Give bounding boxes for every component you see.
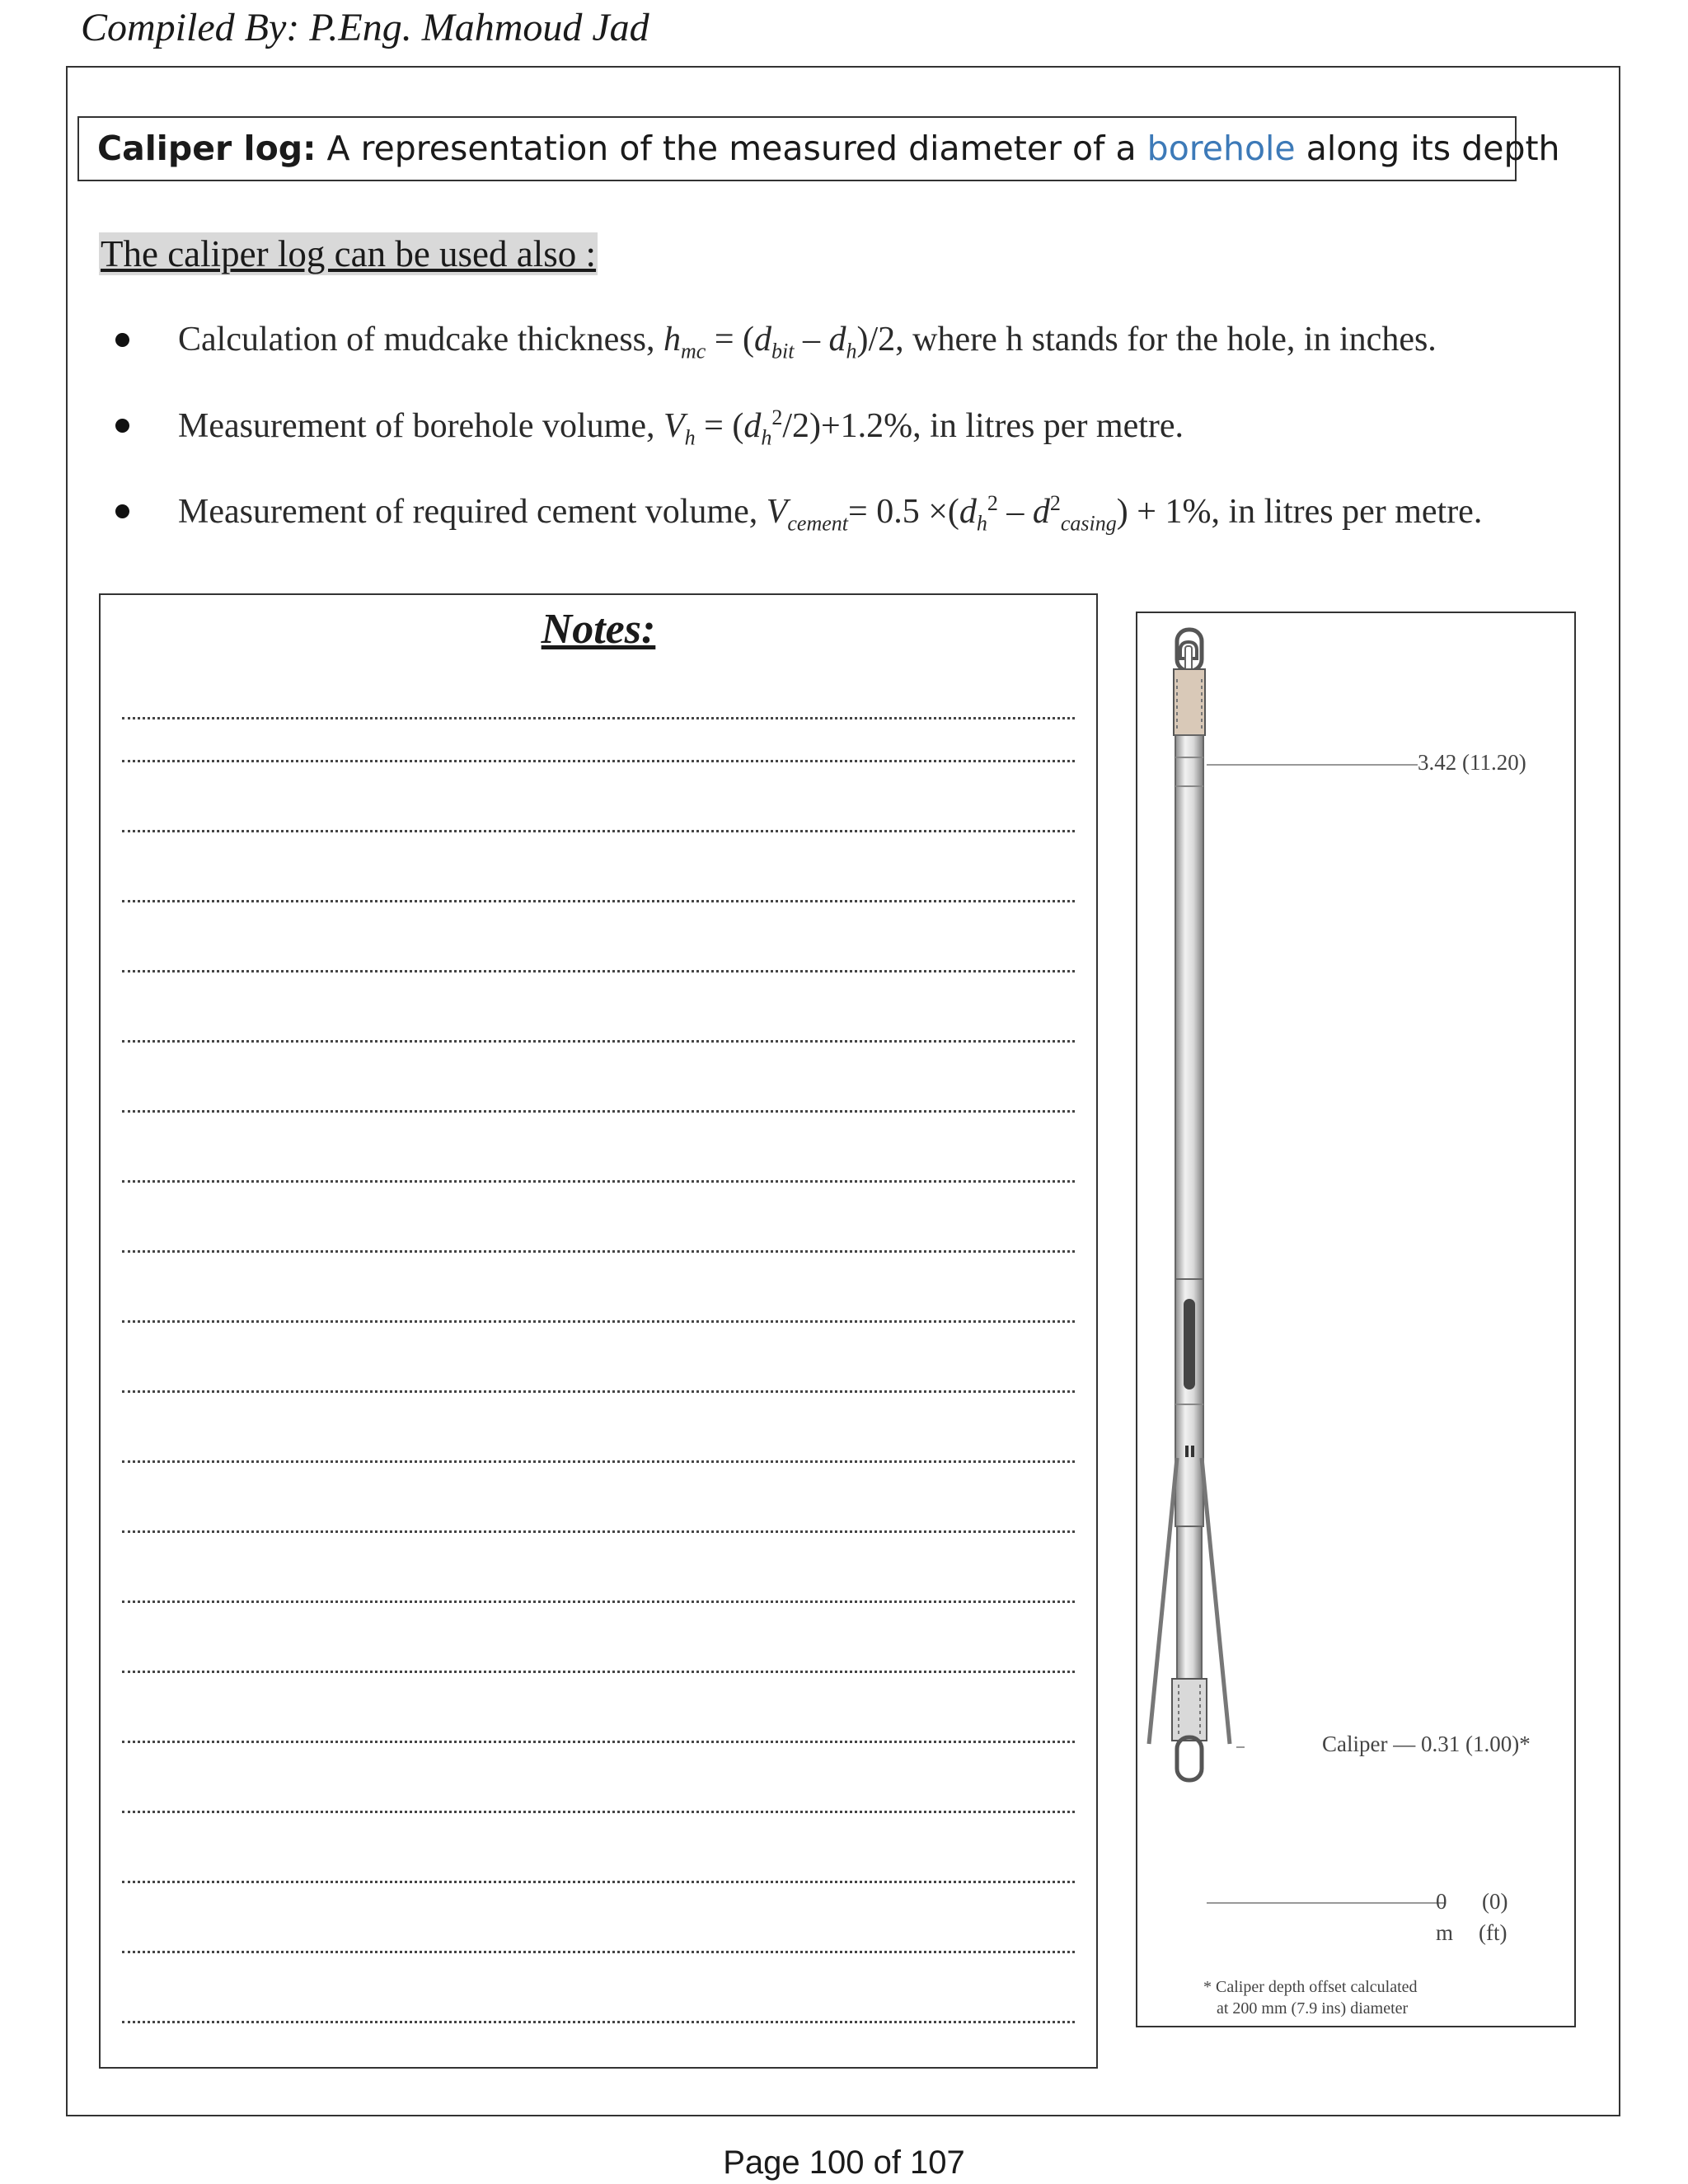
note-line[interactable] (122, 1881, 1075, 1883)
note-line[interactable] (122, 1811, 1075, 1813)
note-line[interactable] (122, 1110, 1075, 1113)
note-line[interactable] (122, 1390, 1075, 1393)
compiled-by-header: Compiled By: P.Eng. Mahmoud Jad (81, 6, 649, 49)
caliper-tool-diagram (1137, 613, 1574, 2026)
bullet-icon (115, 419, 129, 433)
note-line[interactable] (122, 1250, 1075, 1253)
caliper-label: Caliper — 0.31 (1.00)* (1322, 1732, 1531, 1756)
usage-heading: The caliper log can be used also : (101, 233, 597, 274)
note-line[interactable] (122, 970, 1075, 972)
note-line[interactable] (122, 760, 1075, 762)
unit-m-label: m (1436, 1920, 1454, 1945)
note-line[interactable] (122, 1530, 1075, 1533)
note-line[interactable] (122, 1180, 1075, 1183)
note-line[interactable] (122, 717, 1075, 719)
notes-title: Notes: (541, 606, 656, 653)
note-line[interactable] (122, 1040, 1075, 1043)
note-line[interactable] (122, 2021, 1075, 2023)
borehole-link[interactable]: borehole (1146, 129, 1296, 168)
note-line[interactable] (122, 1951, 1075, 1953)
note-line[interactable] (122, 900, 1075, 902)
definition-term: Caliper log: (97, 129, 316, 168)
definition-text-before: A representation of the measured diameter of a (316, 129, 1147, 168)
top-depth-label: 3.42 (11.20) (1418, 750, 1526, 775)
unit-ft-label: (ft) (1479, 1920, 1507, 1945)
caliper-footnote: * Caliper depth offset calculated at 200 mm (7.9 ins) diameter (1203, 1978, 1418, 2018)
note-line[interactable] (122, 1671, 1075, 1673)
note-line[interactable] (122, 1320, 1075, 1323)
notes-box (99, 593, 1098, 2069)
bullet-text-cement-volume: Measurement of required cement volume, $V_{cement}= 0.5 \times(d_h^2 - d^2_{casing}) + 1\%$, in litres per metre. (178, 491, 1483, 536)
note-line[interactable] (122, 1601, 1075, 1603)
bullet-icon (115, 333, 129, 347)
note-line[interactable] (122, 1741, 1075, 1743)
bullet-text-borehole-volume: Measurement of borehole volume, $V_h = (d_h^2/2)+1.2\%$, in litres per metre. (178, 405, 1184, 450)
definition-box (77, 116, 1560, 181)
zero-m-label: 0 (1436, 1889, 1447, 1914)
zero-ft-label: (0) (1482, 1889, 1508, 1914)
bullet-text-mudcake: Calculation of mudcake thickness, $h_{mc} = (d_{bit} - d_h)/2$, where h stands for the hole, in inches. (178, 321, 1437, 363)
definition-text-after: along its depth (1295, 129, 1560, 168)
note-line[interactable] (122, 830, 1075, 832)
page-number: Page 100 of 107 (723, 2144, 965, 2181)
caliper-tool-figure (1136, 612, 1576, 2027)
bullet-icon (115, 504, 129, 518)
note-line[interactable] (122, 1460, 1075, 1463)
